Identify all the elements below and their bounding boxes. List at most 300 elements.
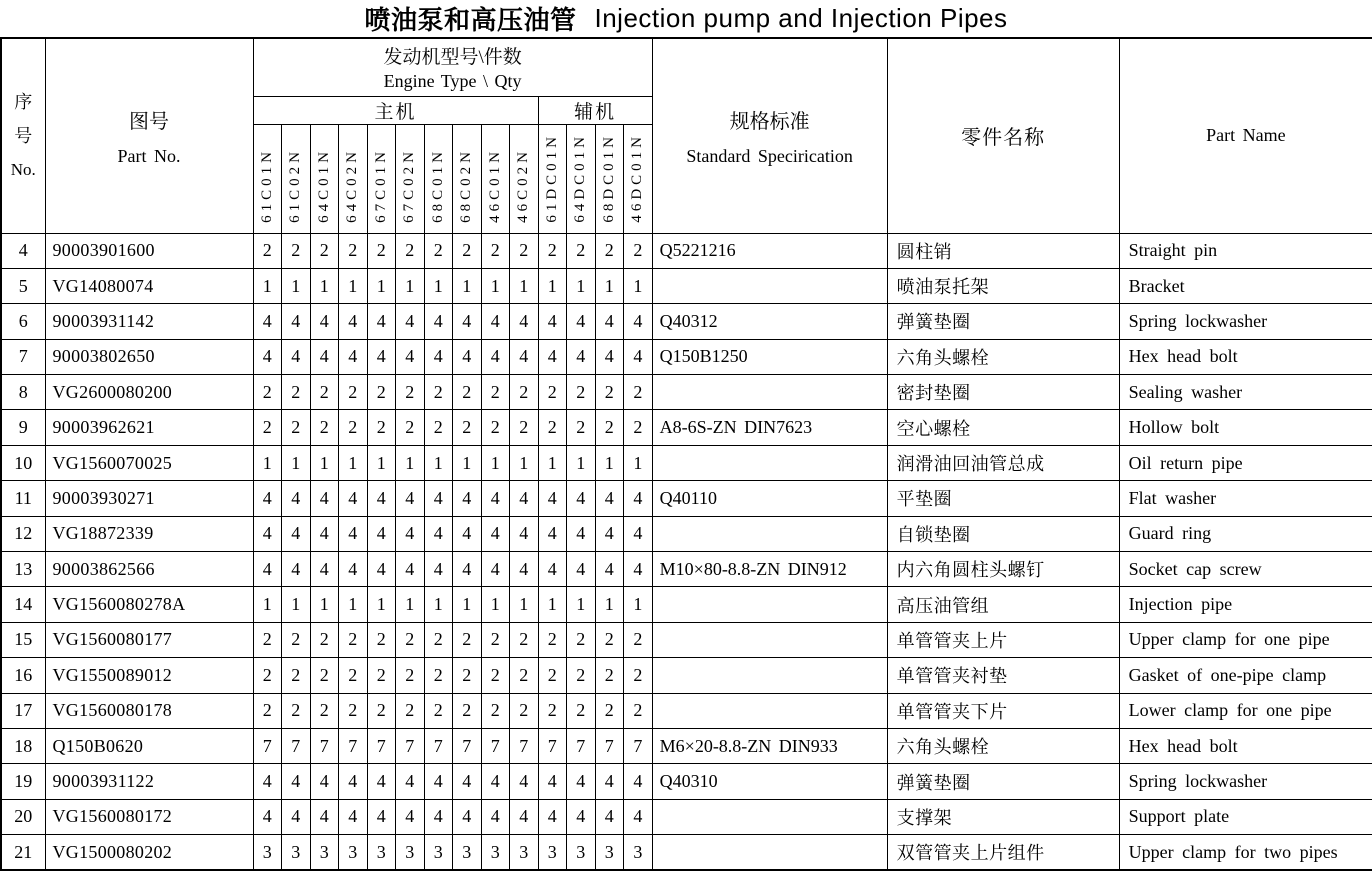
qty-cell: 1 (624, 587, 653, 622)
qty-cell: 3 (510, 835, 539, 870)
qty-cell: 2 (339, 375, 368, 410)
qty-cell: 4 (310, 481, 339, 516)
table-row (1, 375, 1372, 410)
engine-column-label: 46C01N (486, 147, 503, 223)
qty-cell: 1 (538, 445, 567, 480)
qty-cell: 2 (253, 233, 282, 268)
part-number-cell: 90003802650 (45, 339, 253, 374)
col-header-aux-engine: 辅机 (538, 96, 652, 124)
qty-cell: 2 (510, 375, 539, 410)
qty-cell: 1 (538, 268, 567, 303)
qty-cell: 4 (367, 304, 396, 339)
qty-cell: 3 (424, 835, 453, 870)
qty-cell: 2 (453, 410, 482, 445)
row-number-cell: 14 (1, 587, 45, 622)
qty-cell: 4 (253, 339, 282, 374)
qty-cell: 4 (424, 339, 453, 374)
table-row (1, 233, 1372, 268)
col-header-spec-zh: 规格标准 (729, 110, 810, 133)
spec-cell (652, 587, 887, 622)
table-row (1, 835, 1372, 870)
qty-cell: 2 (339, 410, 368, 445)
table-row (1, 481, 1372, 516)
qty-cell: 4 (595, 552, 624, 587)
engine-column-header (481, 124, 510, 233)
engine-column-label: 67C01N (372, 147, 389, 223)
qty-cell: 4 (339, 764, 368, 799)
qty-cell: 2 (538, 693, 567, 728)
qty-cell: 2 (310, 658, 339, 693)
qty-cell: 3 (595, 835, 624, 870)
qty-cell: 1 (538, 587, 567, 622)
qty-cell: 2 (424, 658, 453, 693)
qty-cell: 2 (481, 658, 510, 693)
part-number-cell: 90003930271 (45, 481, 253, 516)
qty-cell: 4 (310, 552, 339, 587)
qty-cell: 1 (367, 268, 396, 303)
spec-cell: A8-6S-ZN DIN7623 (652, 410, 887, 445)
col-header-engine-type-qty (253, 38, 652, 96)
engine-column-label: 68C01N (429, 147, 446, 223)
part-number-cell: 90003931142 (45, 304, 253, 339)
engine-column-label: 67C02N (401, 147, 418, 223)
qty-cell: 4 (481, 481, 510, 516)
col-header-no (1, 38, 45, 233)
qty-cell: 4 (367, 481, 396, 516)
part-name-en-cell: Bracket (1119, 268, 1372, 303)
qty-cell: 1 (567, 587, 596, 622)
part-name-en-cell: Socket cap screw (1119, 552, 1372, 587)
qty-cell: 4 (310, 764, 339, 799)
qty-cell: 4 (253, 516, 282, 551)
part-name-en-cell: Spring lockwasher (1119, 764, 1372, 799)
qty-cell: 1 (624, 268, 653, 303)
qty-cell: 1 (253, 445, 282, 480)
qty-cell: 2 (567, 658, 596, 693)
qty-cell: 4 (624, 552, 653, 587)
qty-cell: 4 (339, 799, 368, 834)
part-name-zh-cell: 单管管夹上片 (887, 622, 1119, 657)
qty-cell: 4 (424, 481, 453, 516)
qty-cell: 4 (339, 339, 368, 374)
qty-cell: 1 (424, 445, 453, 480)
qty-cell: 4 (567, 481, 596, 516)
qty-cell: 2 (567, 693, 596, 728)
engine-column-header (310, 124, 339, 233)
table-row (1, 268, 1372, 303)
qty-cell: 4 (396, 339, 425, 374)
part-name-zh-cell: 空心螺栓 (887, 410, 1119, 445)
qty-cell: 1 (453, 268, 482, 303)
part-name-zh-cell: 双管管夹上片组件 (887, 835, 1119, 870)
qty-cell: 1 (510, 445, 539, 480)
qty-cell: 2 (310, 693, 339, 728)
engine-column-label: 64C01N (315, 147, 332, 223)
qty-cell: 4 (310, 304, 339, 339)
qty-cell: 2 (339, 622, 368, 657)
qty-cell: 7 (481, 728, 510, 763)
qty-cell: 7 (253, 728, 282, 763)
qty-cell: 2 (396, 375, 425, 410)
qty-cell: 4 (367, 339, 396, 374)
qty-cell: 7 (624, 728, 653, 763)
qty-cell: 4 (253, 304, 282, 339)
qty-cell: 3 (310, 835, 339, 870)
qty-cell: 2 (253, 375, 282, 410)
part-name-en-cell: Sealing washer (1119, 375, 1372, 410)
qty-cell: 2 (424, 233, 453, 268)
row-number-cell: 6 (1, 304, 45, 339)
part-name-zh-cell: 支撑架 (887, 799, 1119, 834)
qty-cell: 7 (339, 728, 368, 763)
qty-cell: 2 (367, 658, 396, 693)
parts-table-body (1, 233, 1372, 870)
qty-cell: 2 (510, 410, 539, 445)
table-row (1, 799, 1372, 834)
qty-cell: 3 (481, 835, 510, 870)
parts-table (0, 37, 1372, 871)
col-header-part-name-en: Part Name (1119, 38, 1372, 233)
col-header-main-engine: 主机 (253, 96, 538, 124)
qty-cell: 2 (510, 658, 539, 693)
part-name-zh-cell: 六角头螺栓 (887, 728, 1119, 763)
spec-cell: Q150B1250 (652, 339, 887, 374)
qty-cell: 2 (453, 622, 482, 657)
engine-column-header (595, 124, 624, 233)
qty-cell: 1 (396, 587, 425, 622)
spec-cell: Q5221216 (652, 233, 887, 268)
qty-cell: 2 (624, 658, 653, 693)
qty-cell: 4 (453, 304, 482, 339)
part-name-en-cell: Hollow bolt (1119, 410, 1372, 445)
qty-cell: 1 (567, 268, 596, 303)
qty-cell: 2 (510, 622, 539, 657)
qty-cell: 2 (253, 658, 282, 693)
part-name-zh-cell: 平垫圈 (887, 481, 1119, 516)
qty-cell: 4 (253, 552, 282, 587)
qty-cell: 2 (424, 410, 453, 445)
spec-cell: M10×80-8.8-ZN DIN912 (652, 552, 887, 587)
qty-cell: 4 (424, 764, 453, 799)
qty-cell: 4 (367, 552, 396, 587)
qty-cell: 2 (538, 375, 567, 410)
part-name-zh-cell: 单管管夹衬垫 (887, 658, 1119, 693)
qty-cell: 7 (510, 728, 539, 763)
table-row (1, 516, 1372, 551)
qty-cell: 2 (567, 410, 596, 445)
engine-column-label: 61C01N (258, 147, 275, 223)
spec-cell (652, 375, 887, 410)
spec-cell: Q40110 (652, 481, 887, 516)
qty-cell: 2 (538, 233, 567, 268)
qty-cell: 2 (595, 410, 624, 445)
table-row (1, 410, 1372, 445)
part-name-en-cell: Gasket of one-pipe clamp (1119, 658, 1372, 693)
part-name-zh-cell: 高压油管组 (887, 587, 1119, 622)
part-number-cell: VG1560080278A (45, 587, 253, 622)
engine-column-label: 61DC01N (543, 132, 560, 223)
qty-cell: 4 (624, 764, 653, 799)
part-name-zh-cell: 自锁垫圈 (887, 516, 1119, 551)
qty-cell: 2 (253, 622, 282, 657)
qty-cell: 2 (310, 622, 339, 657)
row-number-cell: 11 (1, 481, 45, 516)
qty-cell: 4 (367, 516, 396, 551)
qty-cell: 2 (282, 410, 311, 445)
qty-cell: 1 (396, 445, 425, 480)
qty-cell: 1 (481, 268, 510, 303)
part-number-cell: VG1560070025 (45, 445, 253, 480)
row-number-cell: 15 (1, 622, 45, 657)
part-name-zh-cell: 弹簧垫圈 (887, 764, 1119, 799)
page-title-zh: 喷油泵和高压油管 (364, 5, 577, 35)
qty-cell: 3 (453, 835, 482, 870)
engine-column-header (339, 124, 368, 233)
qty-cell: 2 (595, 658, 624, 693)
row-number-cell: 12 (1, 516, 45, 551)
qty-cell: 2 (424, 622, 453, 657)
qty-cell: 3 (339, 835, 368, 870)
col-header-engine-zh: 发动机型号\件数 (383, 47, 522, 69)
qty-cell: 2 (282, 622, 311, 657)
qty-cell: 4 (624, 799, 653, 834)
qty-cell: 2 (453, 375, 482, 410)
qty-cell: 7 (424, 728, 453, 763)
qty-cell: 4 (481, 516, 510, 551)
qty-cell: 2 (367, 410, 396, 445)
part-number-cell: VG1550089012 (45, 658, 253, 693)
qty-cell: 4 (481, 304, 510, 339)
qty-cell: 4 (538, 516, 567, 551)
qty-cell: 4 (481, 764, 510, 799)
table-row (1, 658, 1372, 693)
qty-cell: 2 (453, 658, 482, 693)
qty-cell: 1 (595, 445, 624, 480)
qty-cell: 2 (424, 693, 453, 728)
spec-cell (652, 622, 887, 657)
qty-cell: 4 (282, 304, 311, 339)
table-row (1, 764, 1372, 799)
part-name-zh-cell: 润滑油回油管总成 (887, 445, 1119, 480)
part-name-en-cell: Guard ring (1119, 516, 1372, 551)
qty-cell: 3 (624, 835, 653, 870)
engine-column-label: 68DC01N (600, 132, 617, 223)
part-name-en-cell: Flat washer (1119, 481, 1372, 516)
qty-cell: 2 (424, 375, 453, 410)
qty-cell: 4 (595, 481, 624, 516)
qty-cell: 3 (567, 835, 596, 870)
spec-cell (652, 658, 887, 693)
qty-cell: 2 (253, 410, 282, 445)
qty-cell: 2 (367, 375, 396, 410)
qty-cell: 4 (624, 304, 653, 339)
qty-cell: 2 (453, 693, 482, 728)
qty-cell: 4 (310, 799, 339, 834)
qty-cell: 4 (282, 764, 311, 799)
qty-cell: 4 (481, 552, 510, 587)
qty-cell: 4 (595, 339, 624, 374)
qty-cell: 4 (595, 516, 624, 551)
col-header-part-no-zh: 图号 (129, 110, 169, 133)
row-number-cell: 8 (1, 375, 45, 410)
qty-cell: 2 (367, 622, 396, 657)
row-number-cell: 7 (1, 339, 45, 374)
qty-cell: 1 (282, 268, 311, 303)
qty-cell: 2 (481, 693, 510, 728)
qty-cell: 1 (253, 268, 282, 303)
qty-cell: 1 (310, 445, 339, 480)
row-number-cell: 5 (1, 268, 45, 303)
page-title-en: Injection pump and Injection Pipes (594, 3, 1008, 33)
spec-cell: Q40312 (652, 304, 887, 339)
engine-column-header (424, 124, 453, 233)
qty-cell: 4 (510, 304, 539, 339)
engine-column-label: 64DC01N (572, 132, 589, 223)
qty-cell: 7 (396, 728, 425, 763)
engine-column-header (453, 124, 482, 233)
table-row (1, 445, 1372, 480)
table-row (1, 339, 1372, 374)
qty-cell: 4 (567, 339, 596, 374)
row-number-cell: 4 (1, 233, 45, 268)
qty-cell: 2 (396, 622, 425, 657)
engine-column-header (253, 124, 282, 233)
qty-cell: 1 (310, 268, 339, 303)
engine-column-header (624, 124, 653, 233)
qty-cell: 4 (510, 552, 539, 587)
qty-cell: 4 (396, 552, 425, 587)
engine-column-header (510, 124, 539, 233)
qty-cell: 2 (282, 658, 311, 693)
qty-cell: 2 (595, 693, 624, 728)
qty-cell: 4 (567, 799, 596, 834)
qty-cell: 4 (481, 799, 510, 834)
part-number-cell: VG18872339 (45, 516, 253, 551)
qty-cell: 1 (339, 268, 368, 303)
qty-cell: 4 (595, 799, 624, 834)
table-row (1, 587, 1372, 622)
row-number-cell: 20 (1, 799, 45, 834)
qty-cell: 4 (424, 552, 453, 587)
qty-cell: 4 (310, 339, 339, 374)
part-name-en-cell: Spring lockwasher (1119, 304, 1372, 339)
qty-cell: 4 (567, 516, 596, 551)
qty-cell: 1 (339, 445, 368, 480)
engine-column-label: 46C02N (515, 147, 532, 223)
part-name-en-cell: Support plate (1119, 799, 1372, 834)
col-header-part-name-zh: 零件名称 (887, 38, 1119, 233)
table-row (1, 693, 1372, 728)
row-number-cell: 16 (1, 658, 45, 693)
qty-cell: 1 (510, 268, 539, 303)
spec-cell (652, 799, 887, 834)
spec-cell (652, 693, 887, 728)
part-number-cell: VG1500080202 (45, 835, 253, 870)
qty-cell: 2 (538, 622, 567, 657)
qty-cell: 1 (595, 587, 624, 622)
part-number-cell: VG1560080178 (45, 693, 253, 728)
col-header-engine-en: Engine Type \ Qty (383, 71, 522, 92)
qty-cell: 2 (538, 658, 567, 693)
qty-cell: 4 (453, 339, 482, 374)
qty-cell: 4 (253, 481, 282, 516)
part-number-cell: VG1560080172 (45, 799, 253, 834)
qty-cell: 4 (310, 516, 339, 551)
qty-cell: 3 (538, 835, 567, 870)
qty-cell: 1 (339, 587, 368, 622)
engine-column-label: 68C02N (458, 147, 475, 223)
qty-cell: 1 (481, 587, 510, 622)
qty-cell: 4 (538, 552, 567, 587)
col-header-no-zh-1: 序 (14, 91, 33, 112)
qty-cell: 2 (595, 622, 624, 657)
qty-cell: 4 (595, 304, 624, 339)
qty-cell: 4 (481, 339, 510, 374)
qty-cell: 4 (624, 481, 653, 516)
qty-cell: 4 (567, 304, 596, 339)
qty-cell: 4 (339, 304, 368, 339)
qty-cell: 1 (367, 587, 396, 622)
qty-cell: 2 (367, 233, 396, 268)
qty-cell: 4 (282, 799, 311, 834)
qty-cell: 4 (453, 481, 482, 516)
qty-cell: 4 (396, 764, 425, 799)
qty-cell: 2 (396, 658, 425, 693)
col-header-part-no (45, 38, 253, 233)
part-name-en-cell: Upper clamp for two pipes (1119, 835, 1372, 870)
part-name-en-cell: Hex head bolt (1119, 728, 1372, 763)
engine-column-header (282, 124, 311, 233)
qty-cell: 1 (595, 268, 624, 303)
qty-cell: 1 (310, 587, 339, 622)
qty-cell: 4 (424, 304, 453, 339)
qty-cell: 1 (424, 268, 453, 303)
qty-cell: 4 (453, 552, 482, 587)
qty-cell: 2 (453, 233, 482, 268)
qty-cell: 2 (339, 658, 368, 693)
qty-cell: 4 (538, 764, 567, 799)
qty-cell: 4 (282, 339, 311, 374)
header-row-1 (1, 38, 1372, 96)
part-name-zh-cell: 弹簧垫圈 (887, 304, 1119, 339)
qty-cell: 4 (396, 516, 425, 551)
qty-cell: 4 (282, 552, 311, 587)
qty-cell: 1 (510, 587, 539, 622)
qty-cell: 2 (396, 233, 425, 268)
qty-cell: 2 (253, 693, 282, 728)
qty-cell: 4 (538, 799, 567, 834)
qty-cell: 2 (396, 410, 425, 445)
qty-cell: 2 (282, 375, 311, 410)
qty-cell: 4 (367, 799, 396, 834)
part-name-en-cell: Oil return pipe (1119, 445, 1372, 480)
part-name-zh-cell: 喷油泵托架 (887, 268, 1119, 303)
qty-cell: 1 (481, 445, 510, 480)
qty-cell: 2 (538, 410, 567, 445)
qty-cell: 2 (567, 622, 596, 657)
qty-cell: 4 (367, 764, 396, 799)
row-number-cell: 17 (1, 693, 45, 728)
qty-cell: 2 (396, 693, 425, 728)
qty-cell: 1 (396, 268, 425, 303)
engine-column-header (367, 124, 396, 233)
qty-cell: 4 (453, 799, 482, 834)
qty-cell: 2 (282, 233, 311, 268)
qty-cell: 2 (310, 233, 339, 268)
spec-cell (652, 835, 887, 870)
part-name-zh-cell: 内六角圆柱头螺钉 (887, 552, 1119, 587)
row-number-cell: 21 (1, 835, 45, 870)
